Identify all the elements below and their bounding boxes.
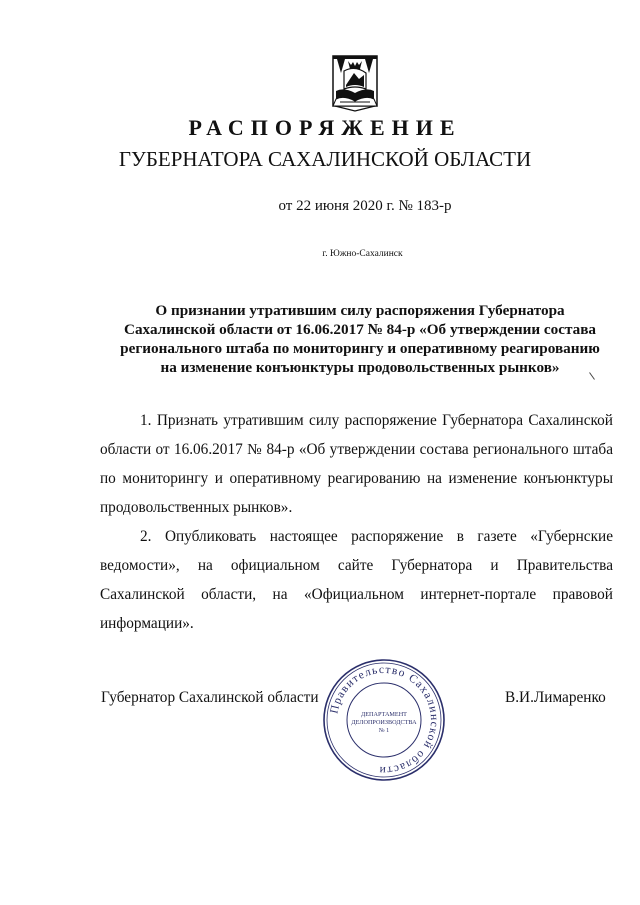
body-paragraph: 2. Опубликовать настоящее распоряжение в газете «Губернские ведомости», на официальном сайте Губернатора и Правительства Сахалинской области, на «Официальном интернет-портале правовой информации».	[100, 528, 613, 632]
official-stamp	[322, 658, 446, 782]
svg-text:№ 1: № 1	[378, 727, 390, 734]
signatory-position: Губернатор Сахалинской области	[101, 689, 319, 706]
issuer-title: ГУБЕРНАТОРА САХАЛИНСКОЙ ОБЛАСТИ	[118, 147, 532, 171]
title-line: регионального штаба по мониторингу и оперативному реагированию	[120, 340, 600, 357]
title-line: на изменение конъюнктуры продовольственных рынков»	[160, 359, 560, 376]
signatory-name: В.И.Лимаренко	[505, 689, 606, 706]
document-type: РАСПОРЯЖЕНИЕ	[188, 115, 462, 140]
document-title	[90, 301, 630, 377]
body-paragraph: 1. Признать утратившим силу распоряжение Губернатора Сахалинской области от 16.06.2017 № 84-р «Об утверждении состава регионального штаба по мониторингу и оперативному реагированию на изменение конъюнктуры продовольственных рынков».	[100, 412, 613, 516]
document-date-number: от 22 июня 2020 г. № 183-р	[278, 198, 452, 214]
document-city: г. Южно-Сахалинск	[322, 249, 403, 259]
stamp-ring-text: Правительство Сахалинской области	[328, 663, 441, 777]
title-line: Сахалинской области от 16.06.2017 № 84-р «Об утверждении состава	[124, 321, 596, 338]
pen-tick-mark	[589, 372, 595, 380]
sakhalin-coat-of-arms-icon	[332, 55, 378, 112]
title-line: О признании утратившим силу распоряжения Губернатора	[155, 302, 565, 319]
document-body	[100, 406, 613, 638]
svg-text:ДЕПАРТАМЕНТ: ДЕПАРТАМЕНТ	[361, 711, 407, 718]
svg-text:ДЕЛОПРОИЗВОДСТВА: ДЕЛОПРОИЗВОДСТВА	[351, 719, 417, 726]
